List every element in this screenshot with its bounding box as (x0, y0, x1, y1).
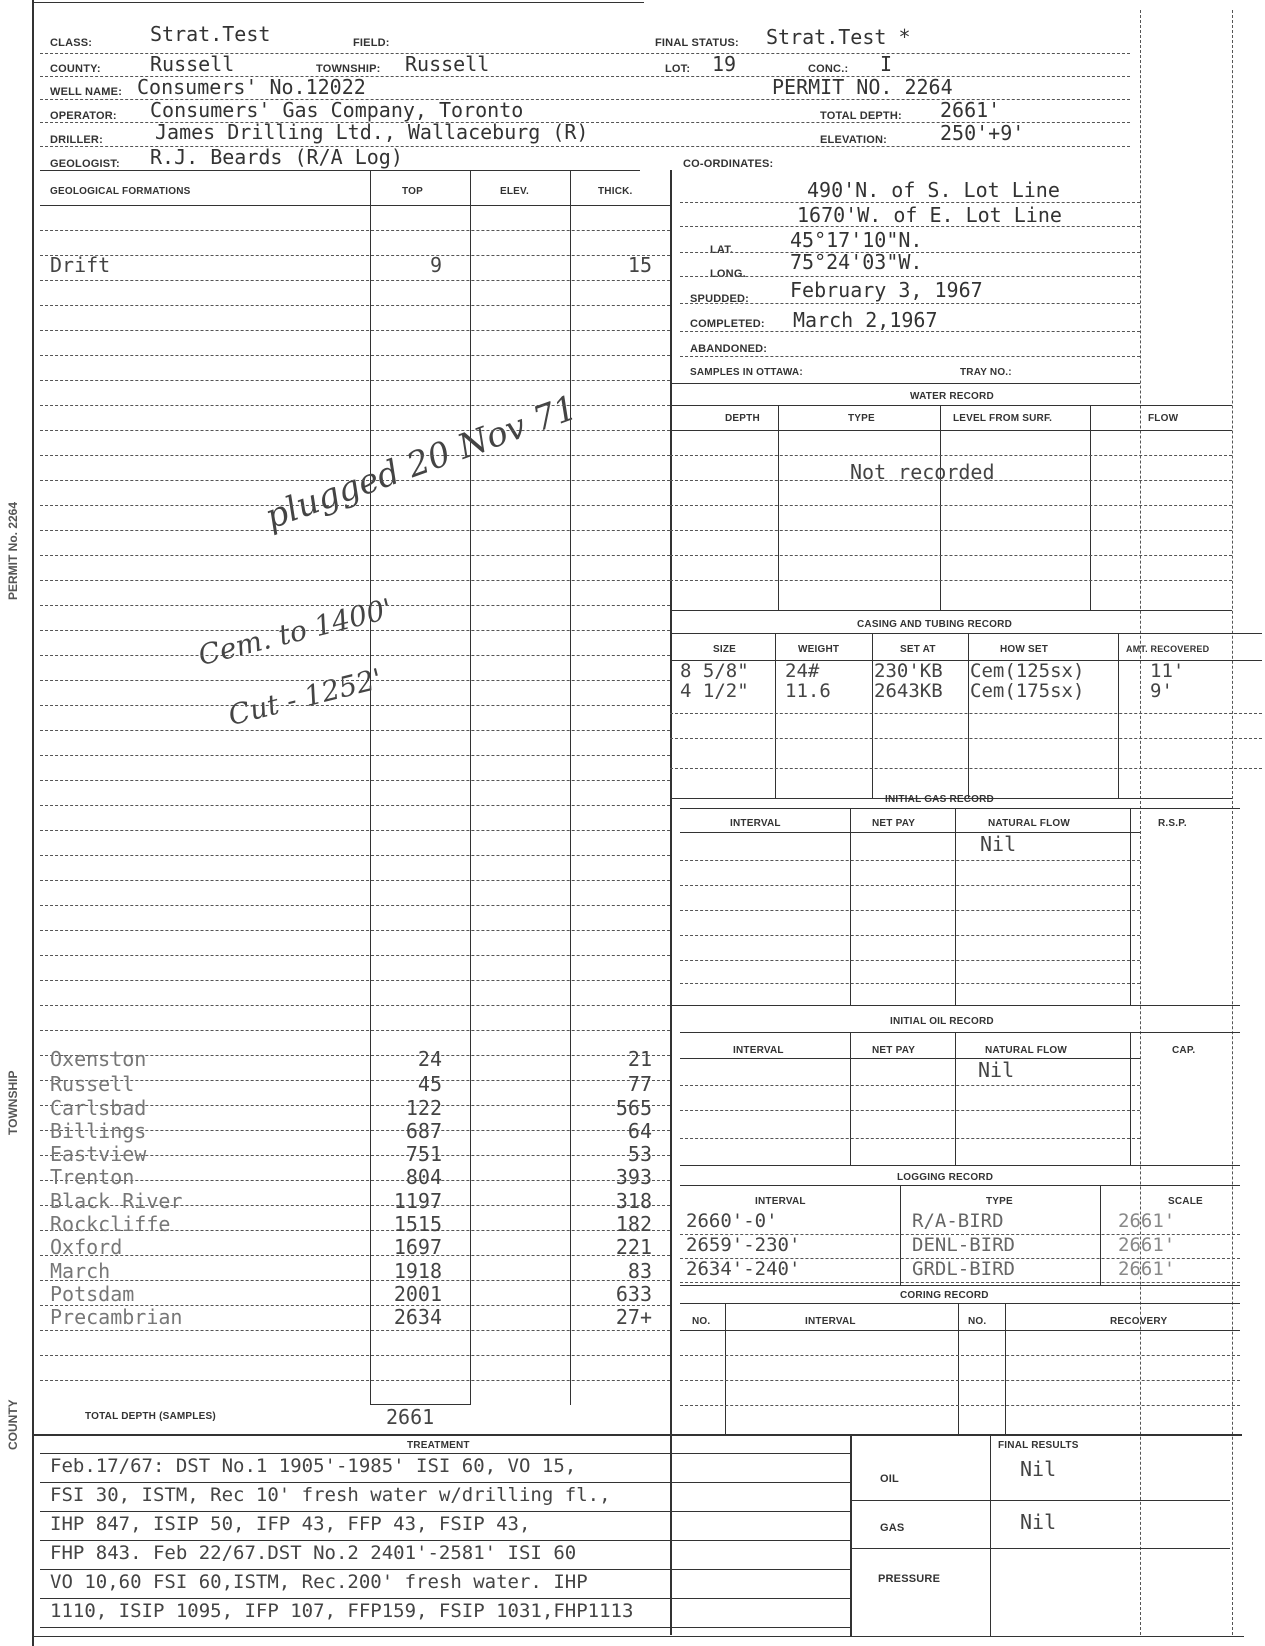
casing-header-recovered: AMT. RECOVERED (1126, 644, 1210, 654)
total-depth-value: 2661' (940, 98, 1001, 122)
formation-drift-thick: 15 (627, 253, 652, 277)
formation-ruled-line (40, 680, 670, 681)
oil-natural-flow: Nil (978, 1058, 1015, 1082)
coring-title: CORING RECORD (900, 1290, 989, 1301)
formation-name: Potsdam (50, 1282, 135, 1306)
formation-ruled-line (40, 1080, 670, 1081)
formation-ruled-line (40, 955, 670, 956)
oil-header-interval: INTERVAL (733, 1045, 784, 1056)
location-line2: 1670'W. of E. Lot Line (797, 203, 1062, 227)
margin-county: COUNTY (6, 1399, 20, 1450)
formation-thick: 77 (627, 1072, 652, 1096)
formation-ruled-line (40, 855, 670, 856)
formation-ruled-line (40, 555, 670, 556)
lot-label: LOT: (665, 63, 691, 75)
lat-value: 45°17'10"N. (790, 228, 923, 252)
township-label: TOWNSHIP: (316, 63, 381, 75)
formation-ruled-line (40, 355, 670, 356)
total-depth-label: TOTAL DEPTH: (820, 110, 902, 122)
formation-ruled-line (40, 905, 670, 906)
water-ruled-line (670, 580, 1232, 581)
coordinates-label: CO-ORDINATES: (683, 158, 774, 170)
treatment-ruled-line (40, 1511, 850, 1512)
water-ruled-line (670, 480, 1232, 481)
formation-drift-top: 9 (429, 253, 442, 277)
formation-ruled-line (40, 405, 670, 406)
handwritten-plugged: plugged 20 Nov 71 (260, 387, 583, 538)
formation-top: 1918 (393, 1259, 442, 1283)
geologist-value: R.J. Beards (R/A Log) (150, 145, 403, 169)
formations-total-depth-label: TOTAL DEPTH (SAMPLES) (85, 1411, 216, 1422)
logging-title: LOGGING RECORD (897, 1172, 994, 1183)
completed-label: COMPLETED: (690, 318, 765, 330)
gas-title: INITIAL GAS RECORD (885, 794, 994, 805)
conc-value: I (880, 52, 893, 76)
coring-header-interval: INTERVAL (805, 1316, 856, 1327)
formation-top: 1197 (393, 1189, 442, 1213)
logging-scale: 2661' (1118, 1234, 1176, 1256)
water-header-level: LEVEL FROM SURF. (953, 413, 1053, 424)
formation-ruled-line (40, 280, 670, 281)
lot-value: 19 (712, 52, 737, 76)
logging-interval: 2660'-0' (686, 1210, 778, 1232)
formation-name: Precambrian (50, 1305, 183, 1329)
formation-top: 24 (417, 1047, 442, 1071)
formation-thick: 565 (615, 1096, 652, 1120)
formation-name: Oxford (50, 1235, 123, 1259)
casing-title: CASING AND TUBING RECORD (857, 619, 1012, 630)
formation-thick: 182 (615, 1212, 652, 1236)
formation-ruled-line (40, 380, 670, 381)
county-value: Russell (150, 52, 235, 76)
formation-ruled-line (40, 1330, 670, 1331)
formation-ruled-line (40, 455, 670, 456)
lat-label: LAT. (710, 244, 734, 256)
logging-scale: 2661' (1118, 1258, 1176, 1280)
formation-ruled-line (40, 255, 670, 256)
formation-ruled-line (40, 605, 670, 606)
treatment-ruled-line (40, 1569, 850, 1570)
spudded-label: SPUDDED: (690, 293, 750, 305)
formation-ruled-line (40, 1355, 670, 1356)
gas-ruled-line (680, 935, 1140, 936)
formation-ruled-line (40, 530, 670, 531)
formation-top: 804 (405, 1165, 442, 1189)
final-status-value: Strat.Test * (766, 25, 911, 49)
formation-thick: 318 (615, 1189, 652, 1213)
casing-how-set: Cem(125sx) (970, 660, 1085, 682)
completed-value: March 2,1967 (793, 308, 938, 332)
formation-ruled-line (40, 1255, 670, 1256)
formation-name: Russell (50, 1072, 135, 1096)
treatment-ruled-line (40, 1598, 850, 1599)
formation-ruled-line (40, 230, 670, 231)
gas-header-interval: INTERVAL (730, 818, 781, 829)
formation-ruled-line (40, 505, 670, 506)
logging-interval: 2634'-240' (686, 1258, 801, 1280)
formation-ruled-line (40, 580, 670, 581)
water-ruled-line (670, 555, 1232, 556)
water-title: WATER RECORD (910, 391, 994, 402)
formation-ruled-line (40, 1280, 670, 1281)
treatment-ruled-line (40, 1627, 850, 1628)
treatment-line: Feb.17/67: DST No.1 1905'-1985' ISI 60, VO 15, (50, 1455, 577, 1477)
conc-label: CONC.: (808, 63, 849, 75)
left-border (32, 0, 34, 1646)
formation-name: Oxenston (50, 1047, 147, 1071)
formations-header-name: GEOLOGICAL FORMATIONS (50, 186, 191, 197)
top-border (32, 2, 644, 3)
gas-ruled-line (680, 960, 1140, 961)
casing-size: 8 5/8" (680, 660, 749, 682)
elevation-label: ELEVATION: (820, 134, 887, 146)
gas-ruled-line (680, 983, 1140, 984)
logging-scale: 2661' (1118, 1210, 1176, 1232)
gas-header-netpay: NET PAY (872, 818, 916, 829)
formation-top: 45 (417, 1072, 442, 1096)
operator-label: OPERATOR: (50, 110, 117, 122)
coring-header-recovery: RECOVERY (1110, 1316, 1168, 1327)
formation-ruled-line (40, 980, 670, 981)
location-line1: 490'N. of S. Lot Line (807, 178, 1060, 202)
formation-ruled-line (40, 430, 670, 431)
treatment-line: FHP 843. Feb 22/67.DST No.2 2401'-2581' ISI 60 (50, 1542, 577, 1564)
gas-header-flow: NATURAL FLOW (988, 818, 1071, 829)
formation-ruled-line (40, 1380, 670, 1381)
spudded-value: February 3, 1967 (790, 278, 983, 302)
formation-ruled-line (40, 830, 670, 831)
long-label: LONG. (710, 268, 746, 280)
driller-label: DRILLER: (50, 134, 103, 146)
formation-top: 687 (405, 1119, 442, 1143)
oil-header-netpay: NET PAY (872, 1045, 916, 1056)
formation-top: 2001 (393, 1282, 442, 1306)
formation-ruled-line (40, 655, 670, 656)
treatment-ruled-line (40, 1540, 850, 1541)
water-ruled-line (670, 455, 1232, 456)
casing-set-at: 2643KB (874, 680, 943, 702)
formations-header-elev: ELEV. (500, 186, 529, 197)
formation-thick: 64 (627, 1119, 652, 1143)
casing-header-howset: HOW SET (1000, 644, 1049, 655)
water-note: Not recorded (850, 460, 995, 484)
oil-title: INITIAL OIL RECORD (890, 1016, 994, 1027)
formation-thick: 221 (615, 1235, 652, 1259)
formation-thick: 83 (627, 1259, 652, 1283)
logging-header-scale: SCALE (1168, 1196, 1203, 1207)
formation-ruled-line (40, 805, 670, 806)
water-header-flow: FLOW (1148, 413, 1179, 424)
water-header-type: TYPE (848, 413, 875, 424)
formation-ruled-line (40, 480, 670, 481)
gas-header-rsp: R.S.P. (1158, 818, 1187, 829)
coring-header-no2: NO. (968, 1316, 987, 1327)
formation-name: Trenton (50, 1165, 135, 1189)
gas-ruled-line (680, 910, 1140, 911)
formation-top: 122 (405, 1096, 442, 1120)
treatment-line: 1110, ISIP 1095, IFP 107, FFP159, FSIP 1031,FHP1113 (50, 1600, 634, 1622)
casing-how-set: Cem(175sx) (970, 680, 1085, 702)
casing-size: 4 1/2" (680, 680, 749, 702)
formation-thick: 27+ (615, 1305, 652, 1329)
tray-label: TRAY NO.: (960, 367, 1012, 378)
gas-ruled-line (680, 860, 1140, 861)
formation-name: Billings (50, 1119, 147, 1143)
formation-thick: 53 (627, 1142, 652, 1166)
township-value: Russell (405, 52, 490, 76)
logging-type: DENL-BIRD (912, 1234, 1015, 1256)
gas-natural-flow: Nil (980, 832, 1017, 856)
formation-ruled-line (40, 930, 670, 931)
formation-ruled-line (40, 1005, 670, 1006)
formations-total-depth-value: 2661 (386, 1405, 435, 1429)
formation-ruled-line (40, 630, 670, 631)
class-value: Strat.Test (150, 22, 271, 46)
formation-thick: 21 (627, 1047, 652, 1071)
oil-header-flow: NATURAL FLOW (985, 1045, 1068, 1056)
formation-drift-name: Drift (50, 253, 111, 277)
results-oil-label: OIL (880, 1473, 899, 1485)
results-title: FINAL RESULTS (998, 1440, 1079, 1451)
formations-header-thick: THICK. (598, 186, 633, 197)
treatment-ruled-line (40, 1482, 850, 1483)
results-oil-value: Nil (1020, 1457, 1057, 1481)
formation-ruled-line (40, 330, 670, 331)
final-status-label: FINAL STATUS: (655, 37, 739, 49)
bottom-border (32, 1636, 1244, 1637)
formation-ruled-line (40, 730, 670, 731)
formation-name: March (50, 1259, 111, 1283)
gas-ruled-line (680, 885, 1140, 886)
formation-top: 751 (405, 1142, 442, 1166)
formation-ruled-line (40, 1180, 670, 1181)
casing-recovered: 9' (1150, 680, 1173, 702)
casing-header-weight: WEIGHT (798, 644, 840, 655)
abandoned-label: ABANDONED: (690, 343, 768, 355)
geologist-label: GEOLOGIST: (50, 158, 120, 170)
permit-value: PERMIT NO. 2264 (772, 75, 953, 99)
casing-header-size: SIZE (713, 644, 737, 655)
margin-permit: PERMIT No. 2264 (6, 501, 20, 600)
logging-type: R/A-BIRD (912, 1210, 1004, 1232)
formation-top: 1515 (393, 1212, 442, 1236)
formation-ruled-line (40, 880, 670, 881)
operator-value: Consumers' Gas Company, Toronto (150, 98, 524, 122)
formation-name: Black River (50, 1189, 183, 1213)
treatment-line: IHP 847, ISIP 50, IFP 43, FFP 43, FSIP 43, (50, 1513, 531, 1535)
casing-weight: 24# (785, 660, 820, 682)
treatment-line: VO 10,60 FSI 60,ISTM, Rec.200' fresh water. IHP (50, 1571, 588, 1593)
logging-ruled-line (680, 1282, 1240, 1283)
formation-ruled-line (40, 305, 670, 306)
class-label: CLASS: (50, 37, 93, 49)
coring-header-no1: NO. (692, 1316, 711, 1327)
formation-name: Eastview (50, 1142, 147, 1166)
formation-ruled-line (40, 780, 670, 781)
oil-header-cap: CAP. (1172, 1045, 1196, 1056)
casing-recovered: 11' (1150, 660, 1185, 682)
formation-name: Rockcliffe (50, 1212, 171, 1236)
long-value: 75°24'03"W. (790, 250, 923, 274)
logging-header-type: TYPE (986, 1196, 1013, 1207)
results-pressure-label: PRESSURE (878, 1573, 941, 1585)
formation-ruled-line (40, 1030, 670, 1031)
well-name-value: Consumers' No.12022 (137, 75, 366, 99)
formation-top: 1697 (393, 1235, 442, 1259)
formation-thick: 633 (615, 1282, 652, 1306)
formations-header-top: TOP (402, 186, 423, 197)
water-ruled-line (670, 505, 1232, 506)
logging-interval: 2659'-230' (686, 1234, 801, 1256)
treatment-line: FSI 30, ISTM, Rec 10' fresh water w/drilling fl., (50, 1484, 611, 1506)
formation-name: Carlsbad (50, 1096, 147, 1120)
handwritten-cut: Cut - 1252' (225, 662, 386, 733)
field-label: FIELD: (353, 37, 390, 49)
formation-ruled-line (40, 705, 670, 706)
results-gas-label: GAS (880, 1522, 905, 1534)
handwritten-cement: Cem. to 1400' (195, 592, 396, 673)
casing-header-setat: SET AT (900, 644, 936, 655)
logging-type: GRDL-BIRD (912, 1258, 1015, 1280)
county-label: COUNTY: (50, 63, 101, 75)
elevation-value: 250'+9' (940, 121, 1025, 145)
well-name-label: WELL NAME: (50, 86, 123, 98)
margin-township: TOWNSHIP (6, 1070, 20, 1135)
formation-thick: 393 (615, 1165, 652, 1189)
treatment-title: TREATMENT (407, 1440, 470, 1451)
casing-set-at: 230'KB (874, 660, 943, 682)
casing-weight: 11.6 (785, 680, 831, 702)
results-gas-value: Nil (1020, 1510, 1057, 1534)
formation-ruled-line (40, 755, 670, 756)
water-ruled-line (670, 530, 1232, 531)
driller-value: James Drilling Ltd., Wallaceburg (R) (155, 120, 589, 144)
water-header-depth: DEPTH (725, 413, 760, 424)
logging-header-interval: INTERVAL (755, 1196, 806, 1207)
samples-label: SAMPLES IN OTTAWA: (690, 367, 803, 378)
formation-top: 2634 (393, 1305, 442, 1329)
